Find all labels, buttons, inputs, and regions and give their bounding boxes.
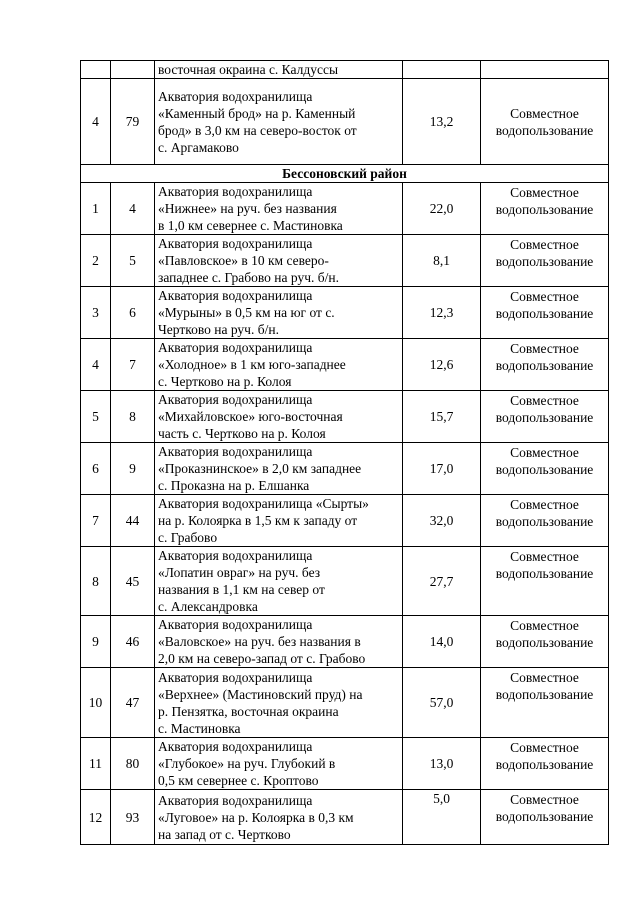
description-cell: Акватория водохранилища «Холодное» в 1 км юго-западнее с. Чертково на р. Колоя [155,339,403,391]
table-row [81,738,609,790]
area-cell: 17,0 [403,443,481,495]
code-cell: 4 [111,183,155,235]
row-number-cell: 3 [81,287,111,339]
area-cell: 14,0 [403,616,481,668]
area-cell [403,61,481,79]
code-cell: 9 [111,443,155,495]
row-number-cell: 4 [81,79,111,165]
district-header-row [81,165,609,183]
table-row [81,443,609,495]
table-row [81,790,609,845]
use-type-cell: Совместное водопользование [481,495,609,547]
description-cell: Акватория водохранилища «Каменный брод» на р. Каменный брод» в 3,0 км на северо-восток от с. Аргамаково [155,79,403,165]
code-cell: 45 [111,547,155,616]
reservoir-table [80,60,609,845]
row-number-cell [81,61,111,79]
description-cell: Акватория водохранилища «Глубокое» на руч. Глубокий в 0,5 км севернее с. Кроптово [155,738,403,790]
table-row [81,391,609,443]
description-cell: Акватория водохранилища «Верхнее» (Мастиновский пруд) на р. Пензятка, восточная окраина с. Мастиновка [155,668,403,738]
description-cell: восточная окраина с. Калдуссы [155,61,403,79]
description-cell: Акватория водохранилища «Нижнее» на руч. без названия в 1,0 км севернее с. Мастиновка [155,183,403,235]
use-type-cell: Совместное водопользование [481,183,609,235]
table-row [81,668,609,738]
description-cell: Акватория водохранилища «Проказнинское» в 2,0 км западнее с. Проказна на р. Елшанка [155,443,403,495]
row-number-cell: 10 [81,668,111,738]
code-cell: 80 [111,738,155,790]
description-cell: Акватория водохранилища «Михайловское» юго-восточная часть с. Чертково на р. Колоя [155,391,403,443]
table-row [81,79,609,165]
area-cell: 12,3 [403,287,481,339]
description-cell: Акватория водохранилища «Сырты» на р. Колоярка в 1,5 км к западу от с. Грабово [155,495,403,547]
description-cell: Акватория водохранилища «Валовское» на руч. без названия в 2,0 км на северо-запад от с. Грабово [155,616,403,668]
code-cell: 8 [111,391,155,443]
row-number-cell: 11 [81,738,111,790]
description-cell: Акватория водохранилища «Павловское» в 10 км северо- западнее с. Грабово на руч. б/н. [155,235,403,287]
use-type-cell: Совместное водопользование [481,668,609,738]
code-cell: 47 [111,668,155,738]
row-number-cell: 12 [81,790,111,845]
code-cell: 44 [111,495,155,547]
row-number-cell: 1 [81,183,111,235]
table-row [81,183,609,235]
use-type-cell: Совместное водопользование [481,235,609,287]
district-title: Бессоновский район [81,165,609,183]
use-type-cell: Совместное водопользование [481,790,609,845]
row-number-cell: 4 [81,339,111,391]
row-number-cell: 7 [81,495,111,547]
code-cell: 46 [111,616,155,668]
description-cell: Акватория водохранилища «Мурыны» в 0,5 км на юг от с. Чертково на руч. б/н. [155,287,403,339]
table-row [81,616,609,668]
area-cell: 32,0 [403,495,481,547]
row-number-cell: 8 [81,547,111,616]
code-cell: 5 [111,235,155,287]
use-type-cell: Совместное водопользование [481,391,609,443]
row-number-cell: 5 [81,391,111,443]
code-cell [111,61,155,79]
use-type-cell: Совместное водопользование [481,547,609,616]
area-cell: 15,7 [403,391,481,443]
code-cell: 93 [111,790,155,845]
use-type-cell: Совместное водопользование [481,287,609,339]
row-number-cell: 2 [81,235,111,287]
table-row [81,339,609,391]
use-type-cell: Совместное водопользование [481,738,609,790]
code-cell: 7 [111,339,155,391]
table-row [81,287,609,339]
use-type-cell: Совместное водопользование [481,443,609,495]
code-cell: 6 [111,287,155,339]
area-cell: 5,0 [403,790,481,845]
area-cell: 8,1 [403,235,481,287]
area-cell: 57,0 [403,668,481,738]
area-cell: 22,0 [403,183,481,235]
area-cell: 13,2 [403,79,481,165]
table-row [81,235,609,287]
row-number-cell: 6 [81,443,111,495]
area-cell: 27,7 [403,547,481,616]
table-body [81,61,609,845]
use-type-cell: Совместное водопользование [481,79,609,165]
description-cell: Акватория водохранилища «Луговое» на р. Колоярка в 0,3 км на запад от с. Чертково [155,790,403,845]
use-type-cell: Совместное водопользование [481,616,609,668]
description-cell: Акватория водохранилища «Лопатин овраг» на руч. без названия в 1,1 км на север от с. Александровка [155,547,403,616]
use-type-cell: Совместное водопользование [481,339,609,391]
row-number-cell: 9 [81,616,111,668]
table-row [81,61,609,79]
table-row [81,547,609,616]
area-cell: 13,0 [403,738,481,790]
code-cell: 79 [111,79,155,165]
table-row [81,495,609,547]
area-cell: 12,6 [403,339,481,391]
use-type-cell [481,61,609,79]
